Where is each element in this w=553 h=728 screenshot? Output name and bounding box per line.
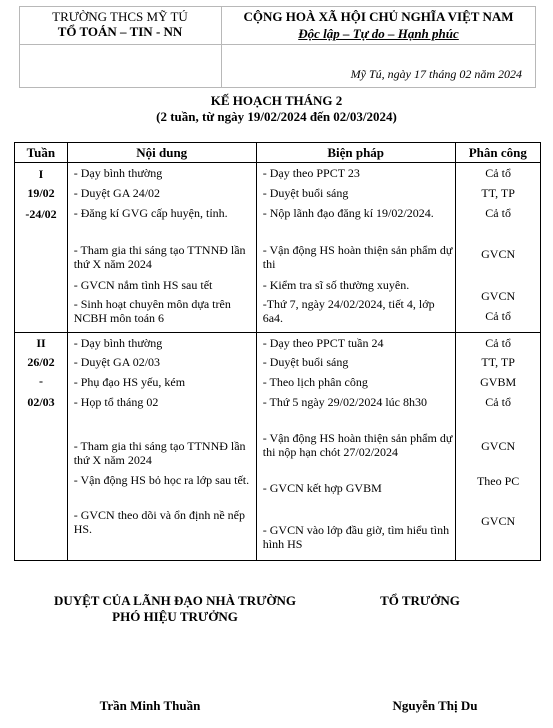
list-item: Cả tổ — [485, 206, 511, 220]
document-date: Mỹ Tú, ngày 17 tháng 02 năm 2024 — [350, 67, 522, 81]
week-1-number: I — [38, 167, 44, 181]
list-item: - Vận động HS bỏ học ra lớp sau tết. — [73, 473, 250, 487]
header-assignment: Phân công — [455, 143, 540, 163]
plan-table — [14, 142, 541, 561]
list-item: - Phụ đạo HS yếu, kém — [73, 375, 186, 389]
list-item: - Dạy bình thường — [73, 166, 163, 180]
week-2-content-cell — [67, 333, 256, 561]
header-measures: Biện pháp — [256, 143, 455, 163]
list-item: - Họp tổ tháng 02 — [73, 395, 159, 409]
list-item: - Dạy theo PPCT 23 — [262, 166, 360, 180]
list-item: - GVCN theo dõi và ổn định nề nếp HS. — [73, 508, 246, 536]
department-name: TỔ TOÁN – TIN - NN — [57, 24, 183, 39]
week-2-end: 02/03 — [27, 395, 55, 409]
list-item: - Nộp lãnh đạo đăng kí 19/02/2024. — [262, 206, 434, 220]
nation-name: CỘNG HOÀ XÃ HỘI CHỦ NGHĨA VIỆT NAM — [243, 9, 514, 24]
week-1-measures-cell — [256, 163, 455, 333]
week-1-label-cell — [15, 163, 68, 333]
list-item: - Đăng kí GVG cấp huyện, tỉnh. — [73, 206, 228, 220]
list-item: - Dạy theo PPCT tuần 24 — [262, 336, 384, 350]
week-2-start: 26/02 — [27, 355, 55, 369]
list-item: GVCN — [481, 514, 516, 528]
table-header-row — [15, 143, 541, 163]
week-2-assignment-cell — [455, 333, 540, 561]
week-2-label-cell — [15, 333, 68, 561]
list-item: - Tham gia thi sáng tạo TTNNĐ lần thứ X năm 2024 — [73, 243, 246, 271]
list-item: TT, TP — [481, 186, 515, 200]
list-item: Cả tổ — [485, 395, 511, 409]
list-item: GVCN — [481, 247, 516, 261]
page-title: KẾ HOẠCH THÁNG 2 — [210, 93, 343, 108]
header-content: Nội dung — [67, 143, 256, 163]
list-item: - Duyệt buổi sáng — [262, 186, 349, 200]
list-item: - Vận động HS hoàn thiện sản phẩm dự thi nộp hạn chót 27/02/2024 — [262, 431, 453, 459]
list-item: Theo PC — [476, 474, 520, 488]
header-divider-horizontal — [19, 44, 536, 45]
list-item: - GVCN nắm tình HS sau tết — [73, 278, 213, 292]
header-week: Tuần — [15, 143, 68, 163]
approval-block — [20, 593, 330, 625]
page-subtitle: (2 tuần, từ ngày 19/02/2024 đến 02/03/2024) — [156, 109, 397, 124]
week-1-end: -24/02 — [25, 207, 57, 221]
table-row-week-1 — [15, 163, 541, 333]
week-2-measures-cell — [256, 333, 455, 561]
list-item: - Thứ 5 ngày 29/02/2024 lúc 8h30 — [262, 395, 428, 409]
approver-name: Trần Minh Thuần — [99, 698, 201, 713]
list-item: TT, TP — [481, 355, 515, 369]
week-2-separator: - — [39, 374, 43, 388]
week-1-start: 19/02 — [27, 186, 55, 200]
week-1-assignment-cell — [455, 163, 540, 333]
list-item: - Theo lịch phân công — [262, 375, 368, 389]
head-title: TỔ TRƯỞNG — [380, 593, 460, 608]
list-item: - Vận động HS hoàn thiện sản phẩm dự thi — [262, 243, 453, 271]
list-item: - Sinh hoạt chuyên môn dựa trên NCBH môn toán 6 — [73, 297, 231, 325]
list-item: - Dạy bình thường — [73, 336, 163, 350]
school-name: TRƯỜNG THCS MỸ TÚ — [52, 9, 188, 24]
head-name: Nguyễn Thị Du — [392, 698, 478, 713]
list-item: GVCN — [481, 439, 516, 453]
list-item: - Duyệt buổi sáng — [262, 355, 349, 369]
list-item: GVBM — [480, 375, 517, 389]
list-item: Cả tổ — [485, 309, 511, 323]
list-item: - Duyệt GA 24/02 — [73, 186, 161, 200]
list-item: GVCN — [481, 289, 516, 303]
approval-subtitle: PHÓ HIỆU TRƯỞNG — [112, 609, 238, 624]
list-item: - GVCN kết hợp GVBM — [262, 481, 382, 495]
list-item: - GVCN vào lớp đầu giờ, tìm hiểu tình hình HS — [262, 523, 450, 551]
list-item: Cả tổ — [485, 336, 511, 350]
list-item: -Thứ 7, ngày 24/02/2024, tiết 4, lớp 6a4. — [262, 297, 435, 325]
approval-title: DUYỆT CỦA LÃNH ĐẠO NHÀ TRƯỜNG — [53, 593, 297, 608]
list-item: - Kiểm tra sĩ số thường xuyên. — [262, 278, 410, 292]
list-item: - Duyệt GA 02/03 — [73, 355, 161, 369]
table-row-week-2 — [15, 333, 541, 561]
national-motto: Độc lập – Tự do – Hạnh phúc — [298, 26, 459, 41]
list-item: - Tham gia thi sáng tạo TTNNĐ lần thứ X năm 2024 — [73, 439, 246, 467]
list-item: Cả tổ — [485, 166, 511, 180]
week-2-number: II — [36, 336, 46, 350]
week-1-content-cell — [67, 163, 256, 333]
